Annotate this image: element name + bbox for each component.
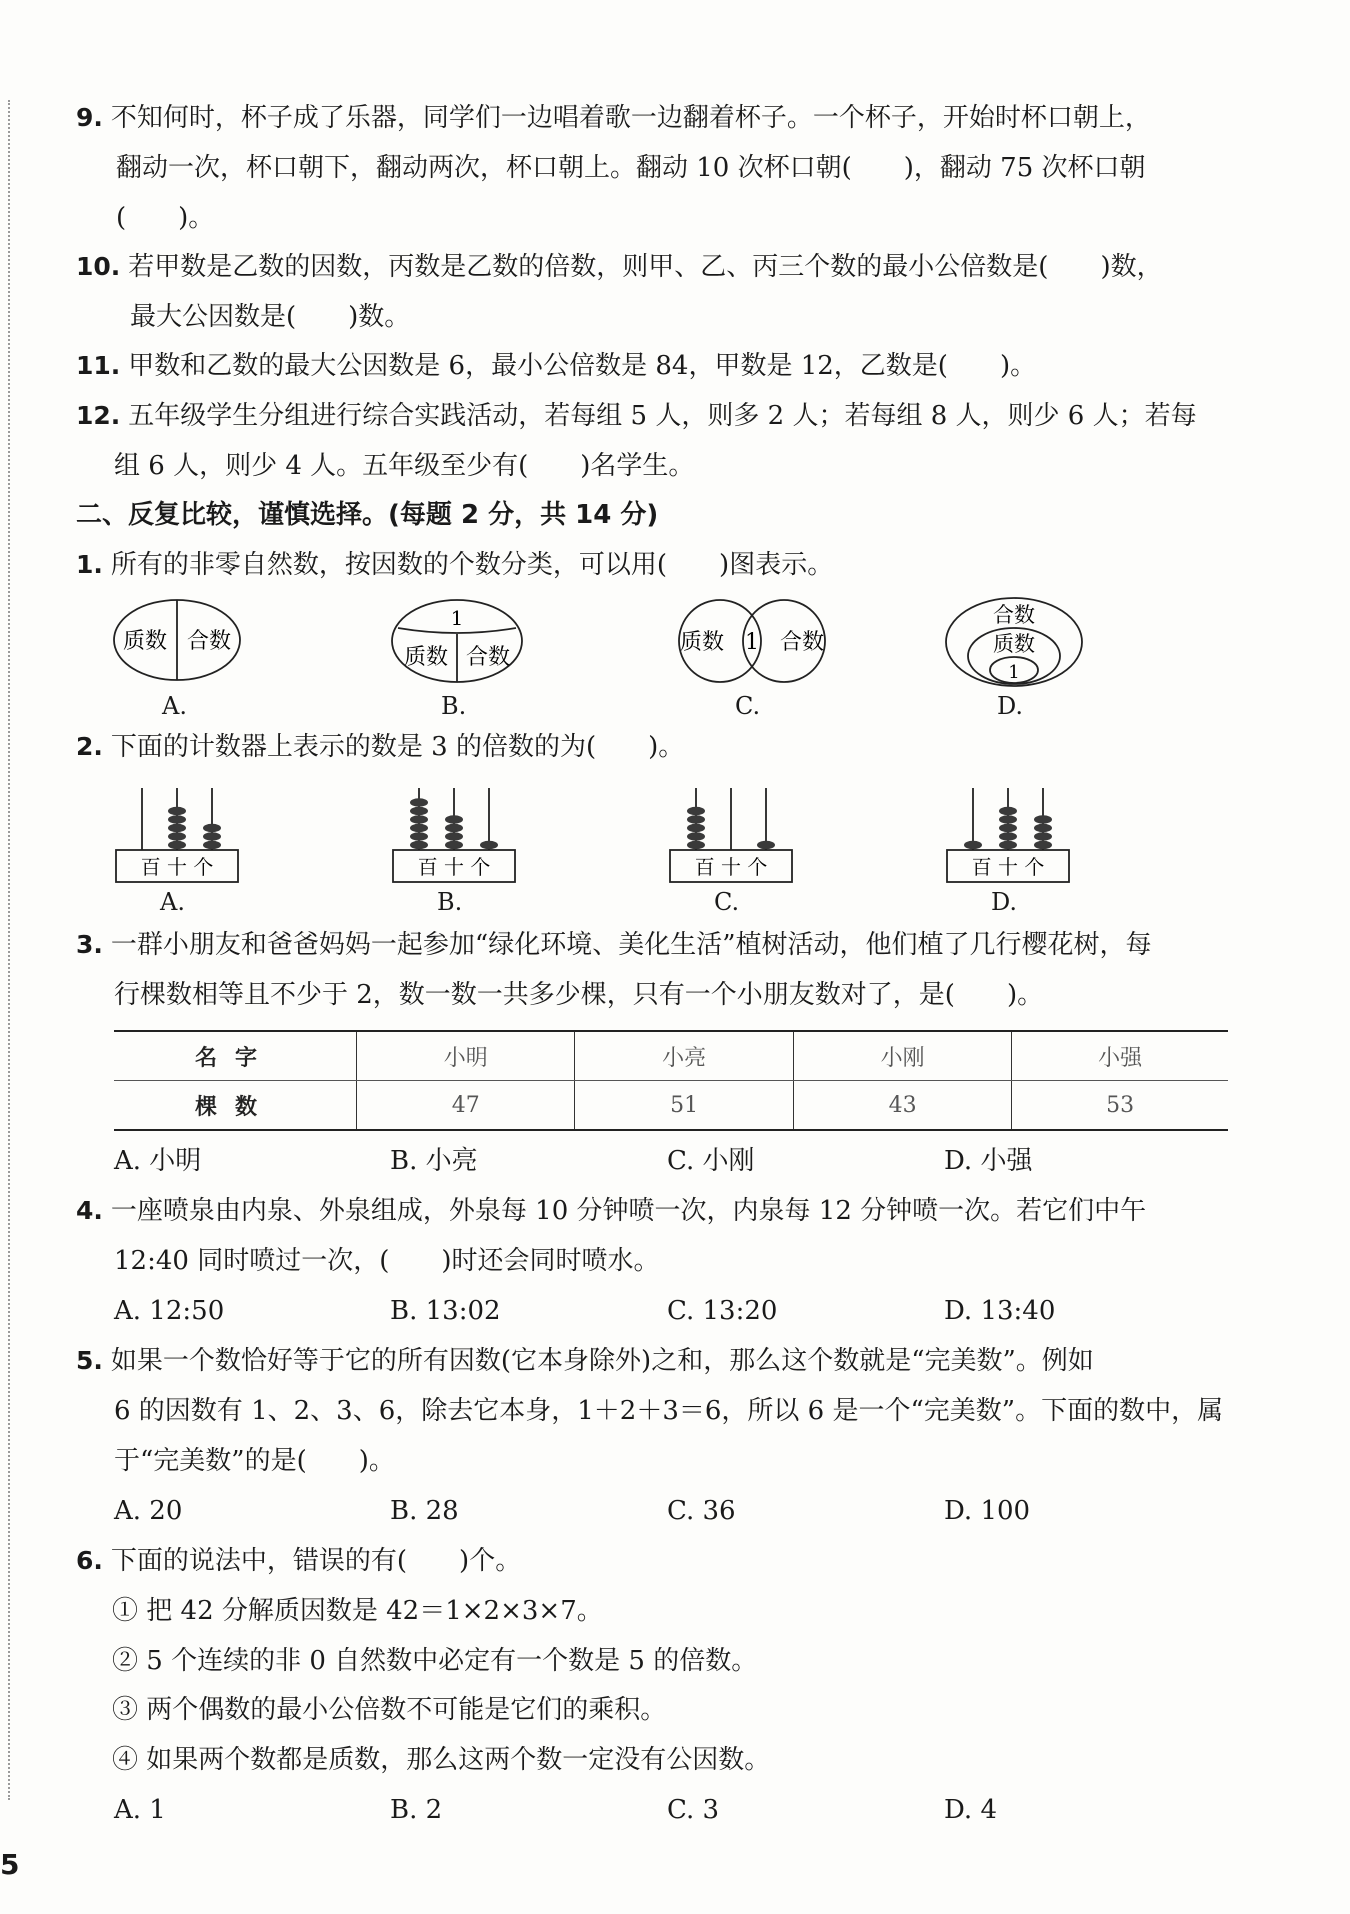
abacus-bead bbox=[687, 824, 705, 832]
choice-5-line-1: 5. 如果一个数恰好等于它的所有因数(它本身除外)之和，那么这个数就是“完美数”。例如 bbox=[76, 1346, 1094, 1376]
abacus-bead bbox=[964, 841, 982, 849]
abacus-c bbox=[668, 782, 794, 886]
page-number: 5 bbox=[0, 1848, 20, 1881]
table-cell: 小强 bbox=[1012, 1031, 1228, 1081]
abacus-bead bbox=[687, 815, 705, 823]
abacus-bead bbox=[1034, 824, 1052, 832]
abacus-bead bbox=[410, 815, 428, 823]
abacus-bead bbox=[687, 841, 705, 849]
abacus-bead bbox=[480, 841, 498, 849]
table-cell: 51 bbox=[575, 1081, 793, 1131]
option-d-label: D. bbox=[997, 692, 1024, 720]
abacus-bead bbox=[687, 807, 705, 815]
venn-option-b bbox=[390, 598, 524, 684]
table-cell: 47 bbox=[357, 1081, 575, 1131]
abacus-bead bbox=[410, 798, 428, 806]
abacus-place-labels: 百 十 个 bbox=[417, 855, 491, 879]
question-number: 1. bbox=[76, 550, 103, 579]
table-header-count: 棵数 bbox=[114, 1081, 357, 1131]
table-cell: 小亮 bbox=[575, 1031, 793, 1081]
abacus-bead bbox=[168, 807, 186, 815]
option-b-label: B. bbox=[441, 692, 467, 720]
choice-4-option-d[interactable]: D. 13:40 bbox=[944, 1296, 1056, 1326]
abacus-bead bbox=[168, 832, 186, 840]
table-row bbox=[114, 1031, 1228, 1081]
statement-4: ④ 如果两个数都是质数，那么这两个数一定没有公因数。 bbox=[112, 1745, 771, 1775]
question-number: 6. bbox=[76, 1546, 103, 1575]
question-number: 2. bbox=[76, 732, 103, 761]
table-row bbox=[114, 1081, 1228, 1131]
abacus-bead bbox=[410, 841, 428, 849]
venn-d-inner: 1 bbox=[1008, 662, 1020, 683]
choice-5-option-b[interactable]: B. 28 bbox=[390, 1496, 459, 1526]
venn-b-right: 合数 bbox=[465, 645, 511, 670]
count-table bbox=[114, 1030, 1228, 1131]
question-number: 10. bbox=[76, 252, 121, 281]
choice-4-option-c[interactable]: C. 13:20 bbox=[667, 1296, 778, 1326]
abacus-bead bbox=[445, 841, 463, 849]
abacus-bead bbox=[999, 832, 1017, 840]
abacus-bead bbox=[168, 815, 186, 823]
question-number: 11. bbox=[76, 351, 121, 380]
abacus-a bbox=[114, 782, 240, 886]
abacus-label-a: A. bbox=[160, 888, 185, 916]
venn-option-a bbox=[112, 598, 242, 682]
abacus-place-labels: 百 十 个 bbox=[971, 855, 1045, 879]
choice-4-line-1: 4. 一座喷泉由内泉、外泉组成，外泉每 10 分钟喷一次，内泉每 12 分钟喷一次。若它们中午 bbox=[76, 1196, 1147, 1226]
abacus-bead bbox=[445, 815, 463, 823]
table-header-name: 名字 bbox=[114, 1031, 357, 1081]
choice-3-line-2: 行棵数相等且不少于 2，数一数一共多少棵，只有一个小朋友数对了，是( )。 bbox=[114, 980, 1044, 1010]
abacus-d bbox=[945, 782, 1071, 886]
abacus-bead bbox=[168, 841, 186, 849]
binding-margin bbox=[8, 100, 10, 1800]
question-12-line-1: 12. 五年级学生分组进行综合实践活动，若每组 5 人，则多 2 人；若每组 8 人，则少 6 人；若每 bbox=[76, 401, 1197, 431]
abacus-bead bbox=[410, 832, 428, 840]
question-number: 4. bbox=[76, 1196, 103, 1225]
abacus-bead bbox=[203, 832, 221, 840]
question-11-line-1: 11. 甲数和乙数的最大公因数是 6，最小公倍数是 84，甲数是 12，乙数是( )。 bbox=[76, 351, 1037, 381]
choice-5-line-3: 于“完美数”的是( )。 bbox=[114, 1446, 395, 1476]
choice-6-option-a[interactable]: A. 1 bbox=[114, 1795, 166, 1825]
choice-2-stem: 2. 下面的计数器上表示的数是 3 的倍数的为( )。 bbox=[76, 732, 685, 762]
abacus-bead bbox=[999, 815, 1017, 823]
abacus-bead bbox=[999, 824, 1017, 832]
abacus-label-b: B. bbox=[437, 888, 463, 916]
abacus-bead bbox=[687, 832, 705, 840]
venn-d-outer: 合数 bbox=[993, 603, 1035, 627]
abacus-bead bbox=[410, 807, 428, 815]
abacus-bead bbox=[1034, 832, 1052, 840]
abacus-bead bbox=[1034, 815, 1052, 823]
abacus-bead bbox=[410, 824, 428, 832]
choice-6-option-c[interactable]: C. 3 bbox=[667, 1795, 720, 1825]
choice-3-line-1: 3. 一群小朋友和爸爸妈妈一起参加“绿化环境、美化生活”植树活动，他们植了几行樱花树，每 bbox=[76, 930, 1152, 960]
question-number: 12. bbox=[76, 401, 121, 430]
venn-option-c bbox=[668, 598, 836, 684]
venn-c-left: 质数 bbox=[679, 630, 725, 655]
choice-3-option-a[interactable]: A. 小明 bbox=[114, 1146, 202, 1176]
abacus-bead bbox=[999, 841, 1017, 849]
question-10-line-2: 最大公因数是( )数。 bbox=[130, 302, 411, 332]
venn-d-middle: 质数 bbox=[993, 632, 1035, 656]
venn-b-left: 质数 bbox=[403, 645, 449, 670]
choice-5-option-a[interactable]: A. 20 bbox=[114, 1496, 183, 1526]
venn-a-right: 合数 bbox=[186, 629, 232, 654]
abacus-label-d: D. bbox=[991, 888, 1018, 916]
venn-option-d bbox=[944, 596, 1084, 688]
venn-b-top: 1 bbox=[450, 606, 464, 630]
table-cell: 53 bbox=[1012, 1081, 1228, 1131]
question-number: 5. bbox=[76, 1346, 103, 1375]
question-9-line-3: ( )。 bbox=[116, 203, 215, 233]
abacus-bead bbox=[999, 807, 1017, 815]
abacus-b bbox=[391, 782, 517, 886]
venn-a-left: 质数 bbox=[122, 629, 168, 654]
choice-3-option-c[interactable]: C. 小刚 bbox=[667, 1146, 755, 1176]
abacus-place-labels: 百 十 个 bbox=[140, 855, 214, 879]
statement-3: ③ 两个偶数的最小公倍数不可能是它们的乘积。 bbox=[112, 1695, 667, 1725]
choice-4-option-a[interactable]: A. 12:50 bbox=[114, 1296, 225, 1326]
choice-4-line-2: 12:40 同时喷过一次，( )时还会同时喷水。 bbox=[114, 1246, 660, 1276]
choice-5-option-c[interactable]: C. 36 bbox=[667, 1496, 736, 1526]
abacus-bead bbox=[203, 824, 221, 832]
abacus-bead bbox=[757, 841, 775, 849]
choice-5-option-d[interactable]: D. 100 bbox=[944, 1496, 1031, 1526]
question-12-line-2: 组 6 人，则少 4 人。五年级至少有( )名学生。 bbox=[114, 451, 695, 481]
statement-1: ① 把 42 分解质因数是 42＝1×2×3×7。 bbox=[112, 1596, 603, 1626]
statement-2: ② 5 个连续的非 0 自然数中必定有一个数是 5 的倍数。 bbox=[112, 1646, 758, 1676]
choice-5-line-2: 6 的因数有 1、2、3、6，除去它本身，1＋2＋3＝6，所以 6 是一个“完美数”。下面的数中，属 bbox=[114, 1396, 1224, 1426]
option-a-label: A. bbox=[162, 692, 187, 720]
choice-4-option-b[interactable]: B. 13:02 bbox=[390, 1296, 501, 1326]
abacus-bead bbox=[168, 824, 186, 832]
question-9-line-1: 9. 不知何时，杯子成了乐器，同学们一边唱着歌一边翻着杯子。一个杯子，开始时杯口朝上， bbox=[76, 103, 1151, 133]
choice-3-option-b[interactable]: B. 小亮 bbox=[390, 1146, 478, 1176]
question-10-line-1: 10. 若甲数是乙数的因数，丙数是乙数的倍数，则甲、乙、丙三个数的最小公倍数是( )数， bbox=[76, 252, 1163, 282]
question-number: 3. bbox=[76, 930, 103, 959]
question-number: 9. bbox=[76, 103, 103, 132]
venn-c-mid: 1 bbox=[745, 630, 759, 655]
table-cell: 小刚 bbox=[793, 1031, 1011, 1081]
choice-6-stem: 6. 下面的说法中，错误的有( )个。 bbox=[76, 1546, 522, 1576]
abacus-bead bbox=[203, 841, 221, 849]
venn-c-right: 合数 bbox=[779, 630, 825, 655]
abacus-place-labels: 百 十 个 bbox=[694, 855, 768, 879]
abacus-bead bbox=[445, 832, 463, 840]
abacus-bead bbox=[445, 824, 463, 832]
option-c-label: C. bbox=[735, 692, 761, 720]
abacus-label-c: C. bbox=[714, 888, 740, 916]
choice-6-option-b[interactable]: B. 2 bbox=[390, 1795, 443, 1825]
question-9-line-2: 翻动一次，杯口朝下，翻动两次，杯口朝上。翻动 10 次杯口朝( )，翻动 75 次杯口朝 bbox=[116, 153, 1146, 183]
section-2-heading: 二、反复比较，谨慎选择。(每题 2 分，共 14 分) bbox=[76, 500, 659, 530]
table-cell: 43 bbox=[793, 1081, 1011, 1131]
table-cell: 小明 bbox=[357, 1031, 575, 1081]
choice-3-option-d[interactable]: D. 小强 bbox=[944, 1146, 1033, 1176]
abacus-bead bbox=[1034, 841, 1052, 849]
choice-6-option-d[interactable]: D. 4 bbox=[944, 1795, 997, 1825]
choice-1-stem: 1. 所有的非零自然数，按因数的个数分类，可以用( )图表示。 bbox=[76, 550, 834, 580]
